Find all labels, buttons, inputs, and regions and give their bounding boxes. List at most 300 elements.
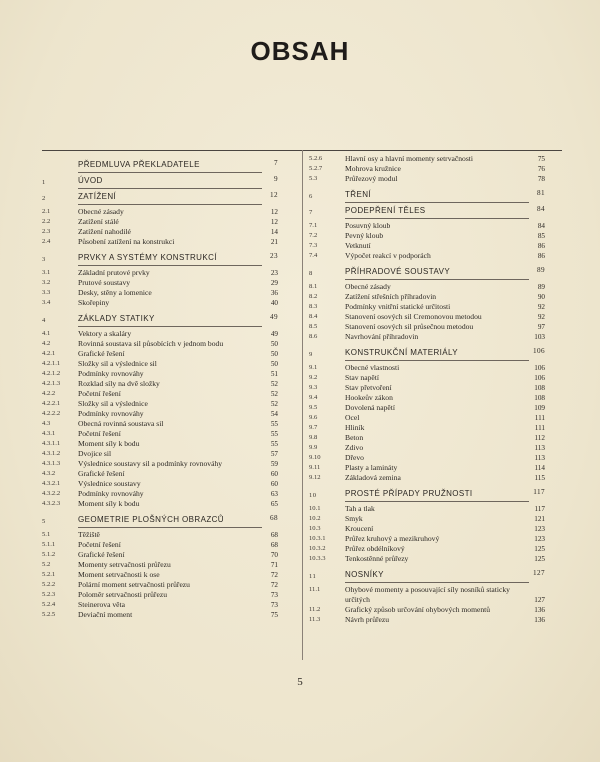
- toc-entry-number: 8.2: [309, 293, 318, 300]
- toc-entry: [309, 154, 545, 164]
- toc-entry-title: Základová zemina: [345, 473, 401, 482]
- toc-entry-title: Dřevo: [345, 453, 364, 462]
- toc-entry: [309, 302, 545, 312]
- toc-entry-title: Podmínky vnitřní statické určitosti: [345, 302, 451, 311]
- toc-entry-page: 52: [270, 380, 278, 388]
- toc-entry: [42, 570, 278, 580]
- toc-entry-page: 109: [534, 404, 545, 412]
- toc-entry: [309, 403, 545, 413]
- toc-right-column: [309, 154, 545, 625]
- column-divider: [302, 150, 303, 660]
- toc-entry-number: 1: [42, 179, 46, 186]
- toc-entry-number: 3.2: [42, 279, 51, 286]
- toc-entry-title: Zdivo: [345, 443, 364, 452]
- toc-entry-title: Návrh průřezu: [345, 615, 390, 624]
- toc-entry-number: 5.2.4: [42, 601, 56, 608]
- toc-entry-title: Deviační moment: [78, 610, 133, 619]
- toc-entry-number: 7.4: [309, 252, 318, 259]
- toc-chapter-entry: [309, 347, 545, 358]
- toc-entry: [42, 288, 278, 298]
- toc-entry-page: 23: [270, 269, 278, 277]
- toc-entry: [42, 540, 278, 550]
- toc-entry-title: Ohybové momenty a posouvající síly nosníků staticky určitých: [345, 585, 510, 604]
- toc-entry: [309, 605, 545, 615]
- toc-entry-page: 127: [534, 596, 545, 604]
- toc-entry-page: 106: [533, 347, 545, 355]
- toc-entry-title: Stav napětí: [345, 373, 379, 382]
- toc-entry-number: 7.2: [309, 232, 318, 239]
- toc-entry-number: 10.3.1: [309, 535, 326, 542]
- toc-entry-number: 11: [309, 573, 317, 580]
- toc-entry-number: 10.2: [309, 515, 321, 522]
- toc-entry-page: 111: [534, 424, 545, 432]
- toc-entry-title: Obecné vlastnosti: [345, 363, 400, 372]
- toc-entry: [309, 514, 545, 524]
- toc-entry: [42, 399, 278, 409]
- toc-entry-page: 63: [270, 490, 278, 498]
- toc-entry: [309, 463, 545, 473]
- page-title: OBSAH: [250, 36, 350, 66]
- toc-entry-number: 4: [42, 317, 46, 324]
- toc-entry-title: Tenkostěnné průřezy: [345, 554, 409, 563]
- toc-entry-page: 55: [270, 420, 278, 428]
- toc-entry: [309, 504, 545, 514]
- toc-entry-page: 9: [274, 175, 278, 183]
- toc-entry: [309, 554, 545, 564]
- toc-entry-number: 4.2.1: [42, 350, 56, 357]
- toc-entry-page: 57: [270, 450, 278, 458]
- toc-entry: [42, 339, 278, 349]
- toc-entry: [42, 479, 278, 489]
- toc-entry: [309, 473, 545, 483]
- toc-entry-page: 114: [534, 464, 545, 472]
- toc-entry-number: 9.4: [309, 394, 318, 401]
- toc-entry: [309, 363, 545, 373]
- toc-entry: [42, 409, 278, 419]
- toc-entry-page: 85: [537, 232, 545, 240]
- toc-entry-page: 123: [534, 525, 545, 533]
- toc-entry-title: Moment síly k bodu: [78, 499, 140, 508]
- toc-entry-number: 4.3.1.3: [42, 460, 61, 467]
- toc-entry: [42, 298, 278, 308]
- toc-entry-number: 4.2.1.1: [42, 360, 61, 367]
- toc-entry-page: 136: [534, 606, 545, 614]
- toc-entry-page: 89: [537, 283, 545, 291]
- toc-entry: [42, 329, 278, 339]
- toc-entry-page: 92: [537, 313, 545, 321]
- toc-entry-number: 5.2.7: [309, 165, 323, 172]
- toc-entry-page: 12: [270, 208, 278, 216]
- toc-entry-title: Průřezový modul: [345, 174, 398, 183]
- toc-entry-number: 3: [42, 256, 46, 263]
- toc-entry-number: 10.3: [309, 525, 321, 532]
- toc-entry-title: Složky sil a výslednice: [78, 399, 148, 408]
- toc-entry-number: 2.2: [42, 218, 51, 225]
- toc-entry-page: 68: [270, 514, 278, 522]
- toc-entry-number: 3.1: [42, 269, 51, 276]
- toc-entry-title: Momenty setrvačnosti průřezu: [78, 560, 171, 569]
- toc-left-column: [42, 154, 278, 620]
- page-number: 5: [297, 676, 303, 688]
- toc-entry-page: 72: [270, 581, 278, 589]
- toc-entry-number: 7.1: [309, 222, 318, 229]
- toc-entry: [42, 217, 278, 227]
- toc-entry-title: ZATÍŽENÍ: [78, 192, 117, 201]
- toc-entry-page: 52: [270, 400, 278, 408]
- toc-entry-title: Poloměr setrvačnosti průřezu: [78, 590, 167, 599]
- toc-entry-title: PODEPŘENÍ TĚLES: [345, 206, 426, 215]
- toc-entry-page: 81: [537, 189, 545, 197]
- toc-entry: [42, 459, 278, 469]
- toc-entry-title: Grafické řešení: [78, 349, 125, 358]
- toc-entry-number: 4.3.1.1: [42, 440, 61, 447]
- toc-entry-number: 8: [309, 270, 313, 277]
- toc-entry: [42, 499, 278, 509]
- toc-entry: [42, 439, 278, 449]
- toc-entry-number: 4.1: [42, 330, 51, 337]
- toc-entry-page: 103: [534, 333, 545, 341]
- toc-entry-number: 8.4: [309, 313, 318, 320]
- toc-entry-title: Výpočet reakcí v podporách: [345, 251, 431, 260]
- toc-entry-page: 50: [270, 360, 278, 368]
- toc-entry-number: 5.3: [309, 175, 318, 182]
- toc-entry-number: 9.1: [309, 364, 318, 371]
- toc-entry-title: Těžiště: [78, 530, 100, 539]
- toc-entry-page: 68: [270, 531, 278, 539]
- toc-entry: [42, 389, 278, 399]
- toc-entry-page: 21: [270, 238, 278, 246]
- toc-entry-page: 123: [534, 535, 545, 543]
- toc-entry-title: Průřez kruhový a mezikruhový: [345, 534, 440, 543]
- toc-entry-title: Početní řešení: [78, 540, 121, 549]
- toc-entry-page: 113: [534, 454, 545, 462]
- toc-entry-page: 108: [534, 394, 545, 402]
- toc-entry-page: 97: [537, 323, 545, 331]
- toc-entry-page: 106: [534, 364, 545, 372]
- toc-entry-number: 8.5: [309, 323, 318, 330]
- toc-entry-page: 76: [537, 165, 545, 173]
- toc-entry-title: Hlavní osy a hlavní momenty setrvačnosti: [345, 154, 474, 163]
- toc-entry-title: Výslednice soustavy sil a podmínky rovnováhy: [78, 459, 223, 468]
- toc-entry-title: Početní řešení: [78, 429, 121, 438]
- toc-entry: [309, 534, 545, 544]
- toc-entry-page: 55: [270, 430, 278, 438]
- toc-entry-title: PŘÍHRADOVÉ SOUSTAVY: [345, 267, 451, 276]
- toc-entry-number: 3.3: [42, 289, 51, 296]
- toc-entry-page: 12: [270, 218, 278, 226]
- toc-entry-title: Výslednice soustavy: [78, 479, 141, 488]
- toc-entry-title: Zatížení střešních příhradovin: [345, 292, 437, 301]
- toc-entry: [309, 174, 545, 184]
- toc-entry-title: Tah a tlak: [345, 504, 375, 513]
- toc-entry-title: Navrhování příhradovin: [345, 332, 419, 341]
- toc-entry: [309, 241, 545, 251]
- toc-entry-number: 5.2: [42, 561, 51, 568]
- toc-entry-number: 5.1.1: [42, 541, 56, 548]
- toc-entry-title: Steinerova věta: [78, 600, 126, 609]
- toc-entry-page: 117: [534, 505, 545, 513]
- toc-entry-title: Beton: [345, 433, 364, 442]
- toc-entry: [309, 413, 545, 423]
- toc-entry-page: 108: [534, 384, 545, 392]
- toc-entry-title: Polární moment setrvačnosti průřezu: [78, 580, 190, 589]
- toc-entry-title: ÚVOD: [78, 176, 103, 185]
- toc-entry-page: 60: [270, 470, 278, 478]
- toc-entry-page: 55: [270, 440, 278, 448]
- toc-entry-number: 5.2.1: [42, 571, 56, 578]
- toc-entry-number: 8.6: [309, 333, 318, 340]
- toc-entry: [309, 373, 545, 383]
- toc-entry-number: 5.1: [42, 531, 51, 538]
- toc-entry: [42, 429, 278, 439]
- toc-entry-number: 10.3.2: [309, 545, 326, 552]
- toc-entry-title: Kroucení: [345, 524, 374, 533]
- toc-entry-number: 9.8: [309, 434, 318, 441]
- toc-entry-title: Posuvný kloub: [345, 221, 391, 230]
- toc-entry: [42, 469, 278, 479]
- toc-entry-page: 73: [270, 601, 278, 609]
- toc-entry-number: 3.4: [42, 299, 51, 306]
- toc-entry: [42, 419, 278, 429]
- toc-entry-page: 127: [533, 569, 545, 577]
- toc-entry-page: 115: [534, 474, 545, 482]
- toc-entry-title: Hookeův zákon: [345, 393, 393, 402]
- toc-entry-page: 86: [537, 242, 545, 250]
- toc-entry-number: 6: [309, 193, 313, 200]
- toc-entry: [42, 349, 278, 359]
- toc-entry-title: Rozklad síly na dvě složky: [78, 379, 160, 388]
- toc-entry-title: GEOMETRIE PLOŠNÝCH OBRAZCŮ: [78, 515, 224, 524]
- toc-entry-number: 9.11: [309, 464, 321, 471]
- toc-entry-number: 4.3.1: [42, 430, 56, 437]
- toc-entry-title: Mohrova kružnice: [345, 164, 401, 173]
- toc-entry-page: 89: [537, 266, 545, 274]
- toc-entry-number: 2: [42, 195, 46, 202]
- toc-entry: [309, 615, 545, 625]
- toc-entry-number: 9: [309, 351, 313, 358]
- toc-entry-title: Průřez obdélníkový: [345, 544, 405, 553]
- toc-entry-title: Působení zatížení na konstrukci: [78, 237, 175, 246]
- toc-entry-title: Hliník: [345, 423, 365, 432]
- toc-entry-page: 136: [534, 616, 545, 624]
- toc-entry-page: 70: [270, 551, 278, 559]
- toc-entry: [42, 237, 278, 247]
- toc-entry-number: 4.2: [42, 340, 51, 347]
- toc-entry-number: 9.7: [309, 424, 318, 431]
- toc-entry-title: Obecné zásady: [345, 282, 391, 291]
- toc-entry-number: 5.2.2: [42, 581, 56, 588]
- toc-entry: [309, 544, 545, 554]
- toc-entry-title: Vetknutí: [345, 241, 371, 250]
- toc-entry-number: 5.2.3: [42, 591, 56, 598]
- toc-entry-page: 49: [270, 313, 278, 321]
- toc-entry-page: 86: [537, 252, 545, 260]
- toc-entry-page: 51: [270, 370, 278, 378]
- toc-entry: [42, 278, 278, 288]
- toc-entry-number: 4.2.2: [42, 390, 56, 397]
- toc-entry-title: Stav přetvoření: [345, 383, 392, 392]
- toc-entry-page: 68: [270, 541, 278, 549]
- toc-entry-page: 75: [270, 611, 278, 619]
- toc-entry-number: 2.4: [42, 238, 51, 245]
- toc-entry-number: 9.6: [309, 414, 318, 421]
- toc-entry-title: Početní řešení: [78, 389, 121, 398]
- toc-entry-page: 84: [537, 222, 545, 230]
- toc-entry-page: 111: [534, 414, 545, 422]
- toc-entry-title: Podmínky rovnováhy: [78, 489, 144, 498]
- toc-entry: [42, 590, 278, 600]
- toc-entry-page: 112: [534, 434, 545, 442]
- toc-entry-page: 65: [270, 500, 278, 508]
- toc-entry-number: 9.12: [309, 474, 321, 481]
- toc-entry-page: 84: [537, 205, 545, 213]
- toc-entry-number: 10.1: [309, 505, 321, 512]
- toc-entry: [309, 393, 545, 403]
- toc-entry-number: 7.3: [309, 242, 318, 249]
- toc-entry-page: 23: [270, 252, 278, 260]
- toc-entry-title: Podmínky rovnováhy: [78, 369, 144, 378]
- toc-entry: [42, 550, 278, 560]
- toc-entry-number: 4.3.2.1: [42, 480, 61, 487]
- toc-entry-title: Stanovení osových sil průsečnou metodou: [345, 322, 474, 331]
- toc-entry-page: 72: [270, 571, 278, 579]
- toc-entry-page: 75: [537, 155, 545, 163]
- toc-entry: [309, 453, 545, 463]
- toc-entry-page: 113: [534, 444, 545, 452]
- toc-entry-page: 12: [270, 191, 278, 199]
- toc-entry-number: 9.5: [309, 404, 318, 411]
- toc-entry-page: 40: [270, 299, 278, 307]
- toc-entry-title: Dvojice sil: [78, 449, 112, 458]
- toc-entry-title: Plasty a lamináty: [345, 463, 398, 472]
- toc-entry: [309, 292, 545, 302]
- toc-entry-page: 50: [270, 350, 278, 358]
- toc-chapter-entry: [309, 569, 545, 580]
- toc-entry-page: 14: [270, 228, 278, 236]
- toc-entry: [309, 251, 545, 261]
- toc-entry-title: Dovolená napětí: [345, 403, 395, 412]
- toc-entry-number: 9.10: [309, 454, 321, 461]
- toc-entry: [42, 268, 278, 278]
- toc-chapter-entry: [309, 266, 545, 277]
- toc-entry-page: 73: [270, 591, 278, 599]
- toc-entry-number: 4.3.2.3: [42, 500, 61, 507]
- toc-entry-number: 8.1: [309, 283, 318, 290]
- toc-entry-title: Rovinná soustava sil působících v jednom bodu: [78, 339, 224, 348]
- toc-entry-page: 59: [270, 460, 278, 468]
- toc-entry-page: 49: [270, 330, 278, 338]
- toc-chapter-entry: [42, 252, 278, 263]
- toc-entry: [309, 164, 545, 174]
- toc-entry-title: Podmínky rovnováhy: [78, 409, 144, 418]
- toc-entry-page: 117: [533, 488, 545, 496]
- toc-entry: [42, 207, 278, 217]
- toc-entry-number: 5.1.2: [42, 551, 56, 558]
- toc-chapter-entry: [42, 514, 278, 525]
- toc-entry-title: Smyk: [345, 514, 363, 523]
- toc-entry-title: Grafické řešení: [78, 550, 125, 559]
- toc-entry-number: 4.2.2.2: [42, 410, 61, 417]
- toc-entry-title: Ocel: [345, 413, 360, 422]
- toc-entry: [42, 227, 278, 237]
- toc-entry: [309, 322, 545, 332]
- toc-entry-title: Pevný kloub: [345, 231, 384, 240]
- toc-entry: [309, 231, 545, 241]
- toc-entry-title: TŘENÍ: [345, 190, 371, 199]
- toc-entry: [309, 524, 545, 534]
- toc-entry: [309, 585, 545, 605]
- toc-entry-title: Zatížení nahodilé: [78, 227, 131, 236]
- toc-entry-title: ZÁKLADY STATIKY: [78, 314, 155, 323]
- toc-entry-page: 52: [270, 390, 278, 398]
- toc-entry: [309, 282, 545, 292]
- toc-entry-page: 106: [534, 374, 545, 382]
- toc-chapter-entry: [309, 189, 545, 200]
- toc-entry: [42, 369, 278, 379]
- toc-entry: [42, 449, 278, 459]
- toc-entry-title: KONSTRUKČNÍ MATERIÁLY: [345, 348, 459, 357]
- toc-entry: [42, 530, 278, 540]
- toc-entry-page: 125: [534, 545, 545, 553]
- toc-entry: [42, 600, 278, 610]
- toc-entry-number: 4.3: [42, 420, 51, 427]
- toc-entry-number: 5.2.5: [42, 611, 56, 618]
- toc-chapter-entry: [42, 175, 278, 186]
- toc-entry-number: 8.3: [309, 303, 318, 310]
- toc-entry-number: 5: [42, 518, 46, 525]
- toc-entry-number: 9.2: [309, 374, 318, 381]
- toc-entry-page: 36: [270, 289, 278, 297]
- toc-entry-title: Zatížení stálé: [78, 217, 119, 226]
- toc-entry-number: 4.3.2.2: [42, 490, 61, 497]
- toc-chapter-entry: [309, 488, 545, 499]
- toc-entry-title: Grafické řešení: [78, 469, 125, 478]
- toc-entry: [42, 379, 278, 389]
- toc-entry: [309, 383, 545, 393]
- toc-entry-page: 121: [534, 515, 545, 523]
- toc-entry-number: 2.1: [42, 208, 51, 215]
- toc-entry-title: Složky sil a výslednice sil: [78, 359, 157, 368]
- toc-entry-number: 7: [309, 209, 313, 216]
- toc-chapter-entry: [42, 191, 278, 202]
- toc-chapter-entry: [42, 313, 278, 324]
- toc-entry-number: 4.3.2: [42, 470, 56, 477]
- toc-chapter-entry: [309, 205, 545, 216]
- toc-entry-number: 11.1: [309, 586, 321, 593]
- toc-entry-number: 11.3: [309, 616, 321, 623]
- toc-entry-title: Stanovení osových sil Cremonovou metodou: [345, 312, 482, 321]
- toc-entry-page: 29: [270, 279, 278, 287]
- toc-entry-number: 4.3.1.2: [42, 450, 61, 457]
- toc-entry-title: Moment síly k bodu: [78, 439, 140, 448]
- toc-entry-number: 2.3: [42, 228, 51, 235]
- toc-entry: [309, 332, 545, 342]
- toc-entry-page: 60: [270, 480, 278, 488]
- toc-entry-title: Vektory a skaláry: [78, 329, 132, 338]
- toc-entry-number: 4.2.1.3: [42, 380, 61, 387]
- toc-entry-title: Moment setrvačnosti k ose: [78, 570, 160, 579]
- toc-entry: [42, 580, 278, 590]
- toc-entry-title: Obecné zásady: [78, 207, 124, 216]
- toc-entry-page: 7: [274, 159, 278, 167]
- toc-entry: [42, 560, 278, 570]
- toc-entry: [309, 221, 545, 231]
- toc-entry-title: Základní prutové prvky: [78, 268, 150, 277]
- toc-entry-title: Obecná rovinná soustava sil: [78, 419, 164, 428]
- toc-entry-title: NOSNÍKY: [345, 570, 384, 579]
- toc-entry-title: PRVKY A SYSTÉMY KONSTRUKCÍ: [78, 253, 217, 262]
- toc-entry-page: 92: [537, 303, 545, 311]
